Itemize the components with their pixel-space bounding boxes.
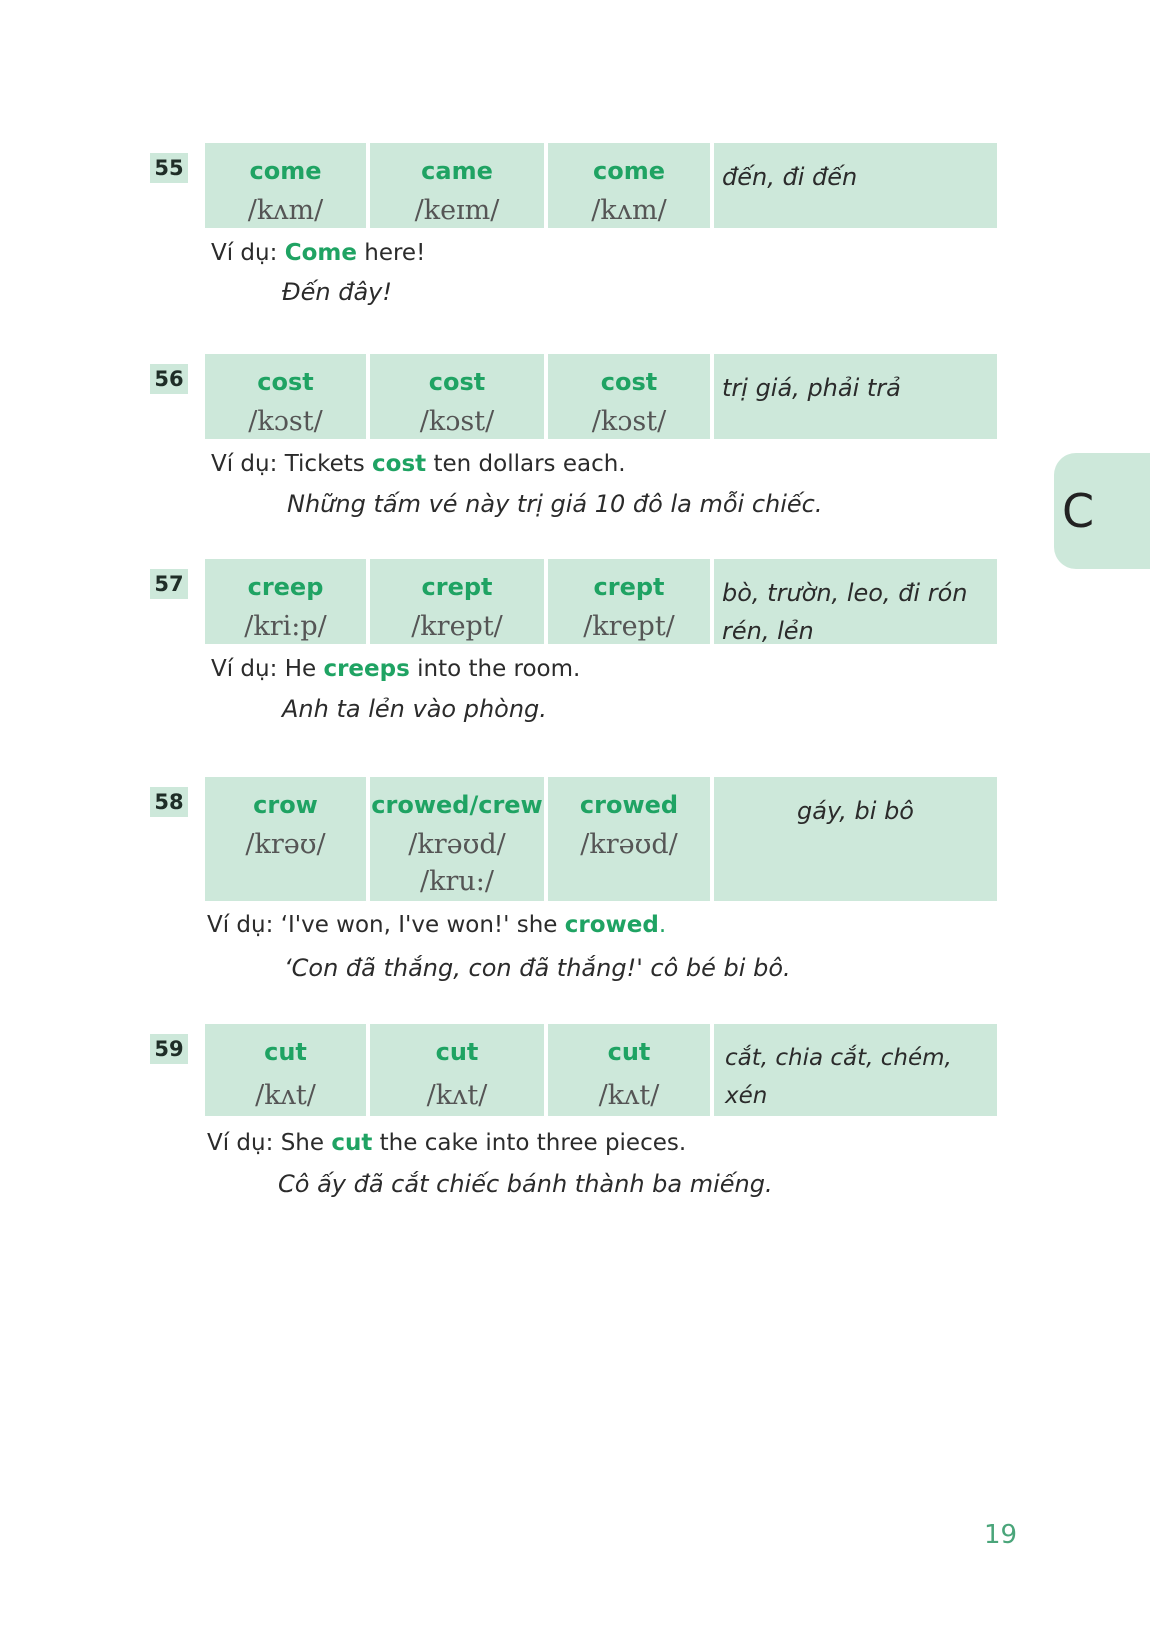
past-form-cell [370, 143, 544, 228]
meaning-cell [714, 777, 997, 901]
example-translation: ‘Con đã thắng, con đã thắng!' cô bé bi bô. [284, 954, 791, 982]
verb-forms-row [205, 559, 997, 644]
meaning-text: đến, đi đến [722, 163, 858, 191]
past-form-ipa: /krept/ [411, 611, 503, 642]
past-form-ipa: /kʌt/ [426, 1080, 488, 1111]
meaning-text: cắt, chia cắt, chém, xén [725, 1045, 952, 1109]
example-label: Ví dụ: [211, 240, 278, 266]
base-form-cell [205, 143, 366, 228]
example-translation: Đến đây! [282, 278, 392, 306]
past-form-word: crowed/crew [371, 791, 543, 819]
participle-form-word: cut [607, 1038, 651, 1066]
meaning-text: gáy, bi bô [797, 797, 914, 825]
participle-form-word: come [593, 157, 665, 185]
past-form-cell [370, 1024, 544, 1116]
example-after: into the room. [409, 656, 581, 682]
verb-forms-row [205, 143, 997, 228]
base-form-ipa: /kʌt/ [255, 1080, 316, 1111]
participle-form-cell [548, 777, 710, 901]
example-translation: Anh ta lẻn vào phòng. [282, 695, 547, 723]
example-highlight: Come [284, 240, 357, 266]
participle-form-cell [548, 1024, 710, 1116]
base-form-word: cut [264, 1038, 307, 1066]
past-form-word: cut [435, 1038, 479, 1066]
past-form-ipa: /kɔst/ [419, 406, 495, 437]
example-after: the cake into three pieces. [372, 1130, 687, 1156]
participle-form-ipa: /kʌm/ [591, 195, 667, 226]
example-highlight: cost [372, 451, 427, 477]
example-highlight: crowed [564, 912, 659, 938]
meaning-cell [714, 559, 997, 644]
past-form-ipa-alt: /kru:/ [420, 866, 494, 897]
entry-number: 58 [150, 787, 188, 817]
base-form-ipa: /kɔst/ [248, 406, 323, 437]
verb-forms-row [205, 1024, 997, 1116]
participle-form-cell [548, 143, 710, 228]
base-form-word: come [249, 157, 322, 185]
verb-forms-row [205, 354, 997, 439]
base-form-ipa: /krəʊ/ [245, 829, 326, 860]
participle-form-ipa: /kʌt/ [598, 1080, 660, 1111]
example-translation: Những tấm vé này trị giá 10 đô la mỗi chiếc. [287, 490, 823, 518]
example-before: He [284, 656, 324, 682]
example-sentence [211, 240, 425, 266]
past-form-word: cost [428, 368, 486, 396]
example-before: Tickets [284, 451, 373, 477]
base-form-word: crow [253, 791, 318, 819]
example-before: She [280, 1130, 332, 1156]
entry-number: 57 [150, 569, 188, 599]
participle-form-cell [548, 559, 710, 644]
past-form-word: crept [421, 573, 493, 601]
participle-form-ipa: /krept/ [583, 611, 675, 642]
past-form-cell [370, 777, 544, 901]
example-after: here! [356, 240, 426, 266]
example-label: Ví dụ: [211, 451, 278, 477]
example-sentence [207, 912, 666, 938]
example-label: Ví dụ: [207, 1130, 274, 1156]
base-form-cell [205, 777, 366, 901]
example-label: Ví dụ: [207, 912, 274, 938]
meaning-text: trị giá, phải trả [722, 374, 901, 402]
example-after: . [658, 912, 667, 938]
participle-form-ipa: /krəʊd/ [580, 829, 678, 860]
meaning-cell [714, 354, 997, 439]
participle-form-word: crept [593, 573, 665, 601]
past-form-word: came [421, 157, 493, 185]
past-form-ipa: /keɪm/ [414, 195, 500, 226]
example-sentence [207, 1130, 686, 1156]
meaning-cell [714, 1024, 997, 1116]
base-form-word: creep [247, 573, 324, 601]
base-form-word: cost [257, 368, 314, 396]
meaning-text: bò, trườn, leo, đi rón rén, lẻn [722, 579, 968, 645]
example-label: Ví dụ: [211, 656, 278, 682]
past-form-cell [370, 354, 544, 439]
verb-forms-row [205, 777, 997, 901]
page-number: 19 [984, 1520, 1018, 1550]
entry-number: 56 [150, 364, 188, 394]
participle-form-word: cost [600, 368, 658, 396]
example-before: ‘I've won, I've won!' she [280, 912, 565, 938]
entry-number: 55 [150, 153, 188, 183]
past-form-ipa: /krəʊd/ [408, 829, 506, 860]
participle-form-ipa: /kɔst/ [591, 406, 667, 437]
example-sentence [211, 451, 626, 477]
entry-number: 59 [150, 1034, 188, 1064]
example-translation: Cô ấy đã cắt chiếc bánh thành ba miếng. [278, 1170, 773, 1198]
base-form-ipa: /kri:p/ [244, 611, 327, 642]
past-form-cell [370, 559, 544, 644]
example-highlight: creeps [323, 656, 410, 682]
participle-form-word: crowed [579, 791, 679, 819]
example-highlight: cut [331, 1130, 373, 1156]
participle-form-cell [548, 354, 710, 439]
example-sentence [211, 656, 580, 682]
side-tab-letter: C [1061, 484, 1095, 538]
meaning-cell [714, 143, 997, 228]
base-form-cell [205, 354, 366, 439]
base-form-cell [205, 1024, 366, 1116]
base-form-ipa: /kʌm/ [247, 195, 324, 226]
example-after: ten dollars each. [426, 451, 626, 477]
base-form-cell [205, 559, 366, 644]
